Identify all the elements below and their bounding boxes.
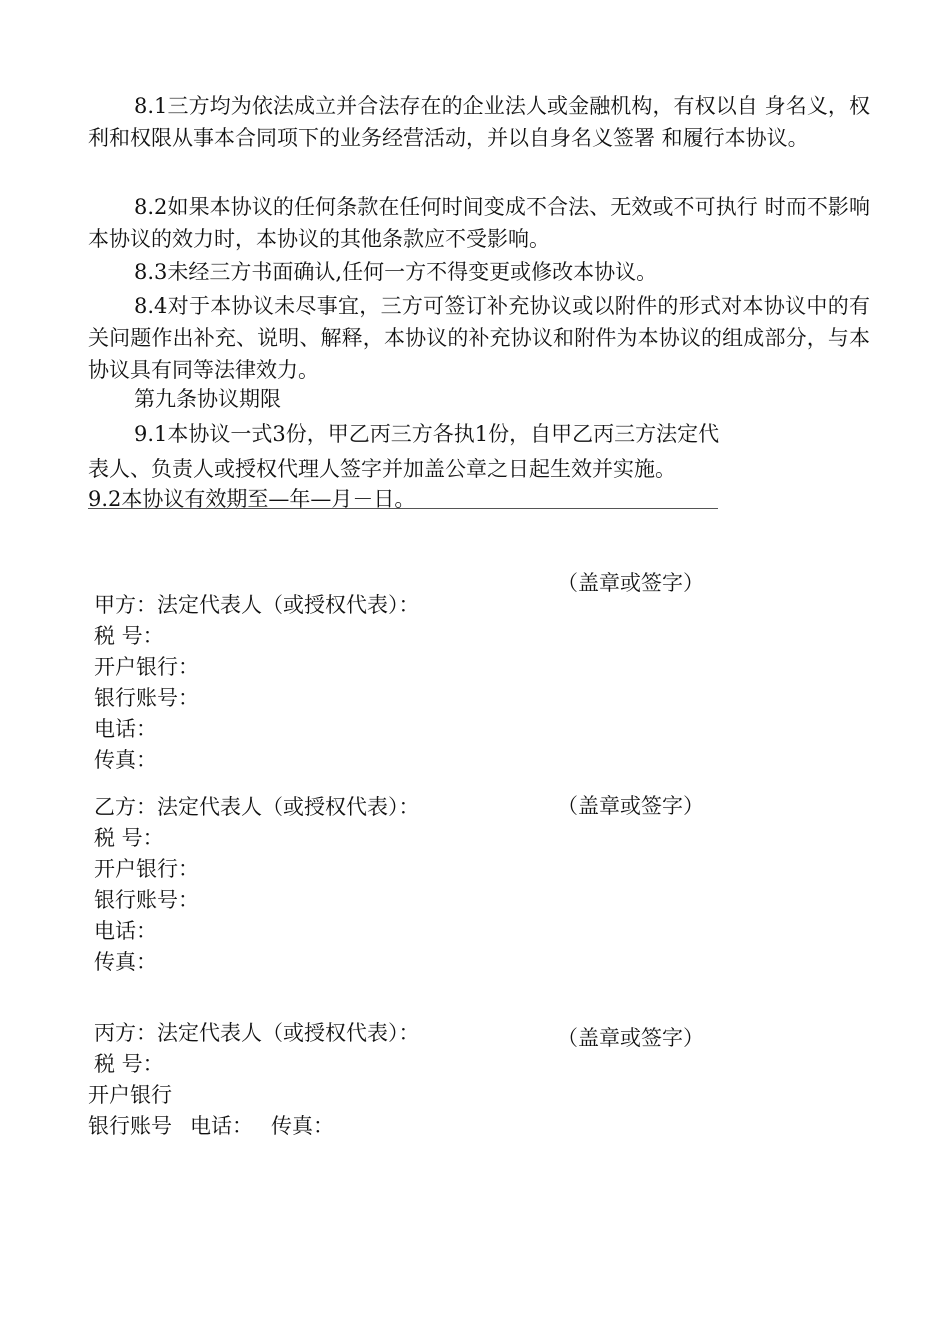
clause-8-4: 8.4对于本协议未尽事宜，三方可签订补充协议或以附件的形式对本协议中的有关问题作出补充、说明、解释，本协议的补充协议和附件为本协议的组成部分，与本协议具有同等法律效力。 — [88, 294, 870, 382]
party-c-contact-line — [88, 1111, 420, 1142]
party-b-bank: 开户银行： — [94, 857, 199, 881]
party-b-block — [94, 792, 420, 978]
party-b-account: 银行账号： — [94, 888, 199, 912]
party-a-representative: 甲方：法定代表人（或授权代表）： — [94, 593, 420, 617]
party-c-representative: 丙方：法定代表人（或授权代表）： — [94, 1021, 420, 1045]
party-c-tax-no: 税 号： — [94, 1052, 164, 1076]
clause-9-1-line1: 9.1本协议一式3份，甲乙丙三方各执1份，自甲乙丙三方法定代 — [134, 422, 720, 446]
party-b-fax: 传真： — [94, 950, 157, 974]
clause-8-3: 8.3未经三方书面确认,任何一方不得变更或修改本协议。 — [134, 260, 658, 284]
clause-9-2: 9.2本协议有效期至—年—月－日。 — [88, 487, 416, 511]
party-a-account: 银行账号： — [94, 686, 199, 710]
party-c-fax: 传真： — [271, 1114, 334, 1138]
party-c-account: 银行账号 — [88, 1114, 172, 1138]
party-c-bank: 开户银行 — [88, 1083, 172, 1107]
party-a-block — [94, 590, 420, 776]
party-a-seal-note: （盖章或签字） — [557, 571, 704, 595]
party-a-tax-no: 税 号： — [94, 624, 164, 648]
clause-8-1: 8.1三方均为依法成立并合法存在的企业法人或金融机构，有权以自 身名义，权利和权限从事本合同项下的业务经营活动，并以自身名义签署 和履行本协议。 — [88, 94, 870, 150]
party-b-tax-no: 税 号： — [94, 826, 164, 850]
party-c-block — [88, 1018, 420, 1142]
party-a-bank: 开户银行： — [94, 655, 199, 679]
party-c-phone: 电话： — [190, 1114, 253, 1138]
party-a-fax: 传真： — [94, 748, 157, 772]
party-c-seal-note: （盖章或签字） — [557, 1026, 704, 1050]
clause-9-1-line2: 表人、负责人或授权代理人签字并加盖公章之日起生效并实施。 — [88, 457, 676, 481]
party-a-phone: 电话： — [94, 717, 157, 741]
clause-8-2: 8.2如果本协议的任何条款在任何时间变成不合法、无效或不可执行 时而不影响本协议的效力时，本协议的其他条款应不受影响。 — [88, 195, 870, 251]
party-b-phone: 电话： — [94, 919, 157, 943]
party-b-representative: 乙方：法定代表人（或授权代表）： — [94, 795, 420, 819]
clause-9-2-underline — [88, 508, 718, 509]
party-b-seal-note: （盖章或签字） — [557, 794, 704, 818]
article-9-title: 第九条协议期限 — [134, 387, 281, 411]
